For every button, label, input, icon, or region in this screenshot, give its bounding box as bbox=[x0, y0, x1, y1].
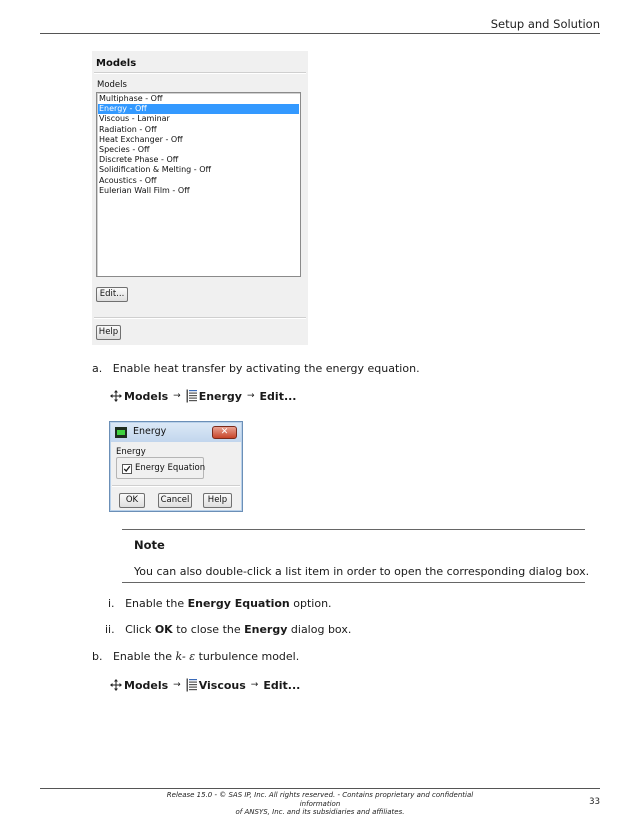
step-i-pre: Enable the bbox=[125, 597, 185, 610]
menu-path-energy bbox=[109, 389, 296, 403]
step-ii-post: dialog box. bbox=[290, 623, 352, 636]
path-a-edit: Edit... bbox=[259, 389, 297, 403]
app-icon bbox=[115, 427, 127, 438]
path-b-item: Viscous bbox=[198, 678, 246, 692]
energy-group-label: Energy bbox=[116, 447, 146, 457]
k-epsilon-symbol: k- ε bbox=[175, 650, 196, 663]
cancel-button[interactable]: Cancel bbox=[158, 493, 192, 508]
models-tree-icon bbox=[109, 678, 123, 692]
step-ii-marker: ii. bbox=[105, 623, 115, 636]
energy-equation-label[interactable]: Energy Equation bbox=[135, 463, 206, 473]
models-list-item[interactable]: Viscous - Laminar bbox=[99, 114, 170, 124]
step-b-marker: b. bbox=[92, 650, 103, 663]
models-list-item[interactable]: Energy - Off bbox=[98, 104, 299, 114]
close-icon[interactable]: ✕ bbox=[212, 426, 237, 439]
path-arrow: → bbox=[250, 680, 259, 690]
step-a bbox=[92, 362, 420, 375]
models-list-label: Models bbox=[97, 80, 127, 90]
energy-dialog-divider bbox=[112, 485, 240, 487]
step-b-post: turbulence model. bbox=[198, 650, 300, 663]
path-a-item: Energy bbox=[198, 389, 242, 403]
energy-group-box bbox=[116, 457, 204, 479]
running-header: Setup and Solution bbox=[490, 17, 600, 31]
path-b-models: Models bbox=[124, 678, 169, 692]
step-ii-bold-energy: Energy bbox=[244, 623, 288, 636]
energy-dialog-titlebar[interactable] bbox=[111, 423, 241, 442]
models-list-item[interactable]: Heat Exchanger - Off bbox=[99, 134, 183, 144]
footer-line-2: of ANSYS, Inc. and its subsidiaries and affiliates. bbox=[235, 808, 405, 816]
path-a-models: Models bbox=[124, 389, 169, 403]
step-ii bbox=[105, 623, 351, 636]
energy-dialog-title: Energy bbox=[133, 426, 167, 437]
menu-path-viscous bbox=[109, 678, 300, 692]
models-panel-title: Models bbox=[96, 58, 137, 69]
models-list-item[interactable]: Acoustics - Off bbox=[99, 175, 157, 185]
step-i-marker: i. bbox=[108, 597, 115, 610]
energy-dialog bbox=[109, 421, 243, 512]
dialog-help-button[interactable]: Help bbox=[203, 493, 232, 508]
models-list-item[interactable]: Discrete Phase - Off bbox=[99, 155, 179, 165]
step-a-marker: a. bbox=[92, 362, 103, 375]
models-divider-bottom bbox=[94, 317, 306, 319]
edit-button[interactable]: Edit... bbox=[96, 287, 128, 302]
step-b bbox=[92, 650, 299, 663]
help-button[interactable]: Help bbox=[96, 325, 121, 340]
page-number: 33 bbox=[589, 797, 600, 807]
list-item-icon bbox=[186, 389, 197, 403]
step-ii-bold-ok: OK bbox=[154, 623, 173, 636]
path-b-edit: Edit... bbox=[263, 678, 301, 692]
footer-line-1: Release 15.0 - © SAS IP, Inc. All rights reserved. - Contains proprietary and confidential information bbox=[166, 791, 474, 808]
models-list-item[interactable]: Multiphase - Off bbox=[99, 94, 163, 103]
models-list-item[interactable]: Eulerian Wall Film - Off bbox=[99, 185, 190, 195]
header-rule bbox=[40, 33, 600, 34]
models-list-item[interactable]: Species - Off bbox=[99, 144, 150, 154]
checkmark-icon bbox=[123, 465, 131, 473]
path-arrow: → bbox=[246, 391, 255, 401]
models-list[interactable] bbox=[96, 92, 301, 277]
list-item-icon bbox=[186, 678, 197, 692]
footer-rule bbox=[40, 788, 600, 789]
step-i bbox=[108, 597, 332, 610]
models-list-item[interactable]: Solidification & Melting - Off bbox=[99, 165, 212, 175]
models-tree-icon bbox=[109, 389, 123, 403]
models-divider bbox=[94, 72, 306, 74]
footer-copyright bbox=[150, 791, 490, 817]
ok-button[interactable]: OK bbox=[119, 493, 145, 508]
models-list-item[interactable]: Radiation - Off bbox=[99, 124, 157, 134]
models-panel bbox=[92, 51, 308, 345]
step-ii-pre: Click bbox=[125, 623, 152, 636]
path-arrow: → bbox=[173, 391, 181, 401]
energy-equation-checkbox[interactable] bbox=[122, 464, 132, 474]
step-a-text: Enable heat transfer by activating the energy equation. bbox=[112, 362, 420, 375]
step-i-bold: Energy Equation bbox=[187, 597, 290, 610]
step-i-post: option. bbox=[293, 597, 332, 610]
note-title: Note bbox=[134, 538, 165, 552]
note-rule-top bbox=[122, 529, 585, 530]
step-ii-mid: to close the bbox=[176, 623, 241, 636]
note-text: You can also double-click a list item in order to open the corresponding dialog box. bbox=[134, 565, 590, 578]
step-b-pre: Enable the bbox=[112, 650, 173, 663]
note-rule-bottom bbox=[122, 582, 585, 583]
path-arrow: → bbox=[173, 680, 181, 690]
